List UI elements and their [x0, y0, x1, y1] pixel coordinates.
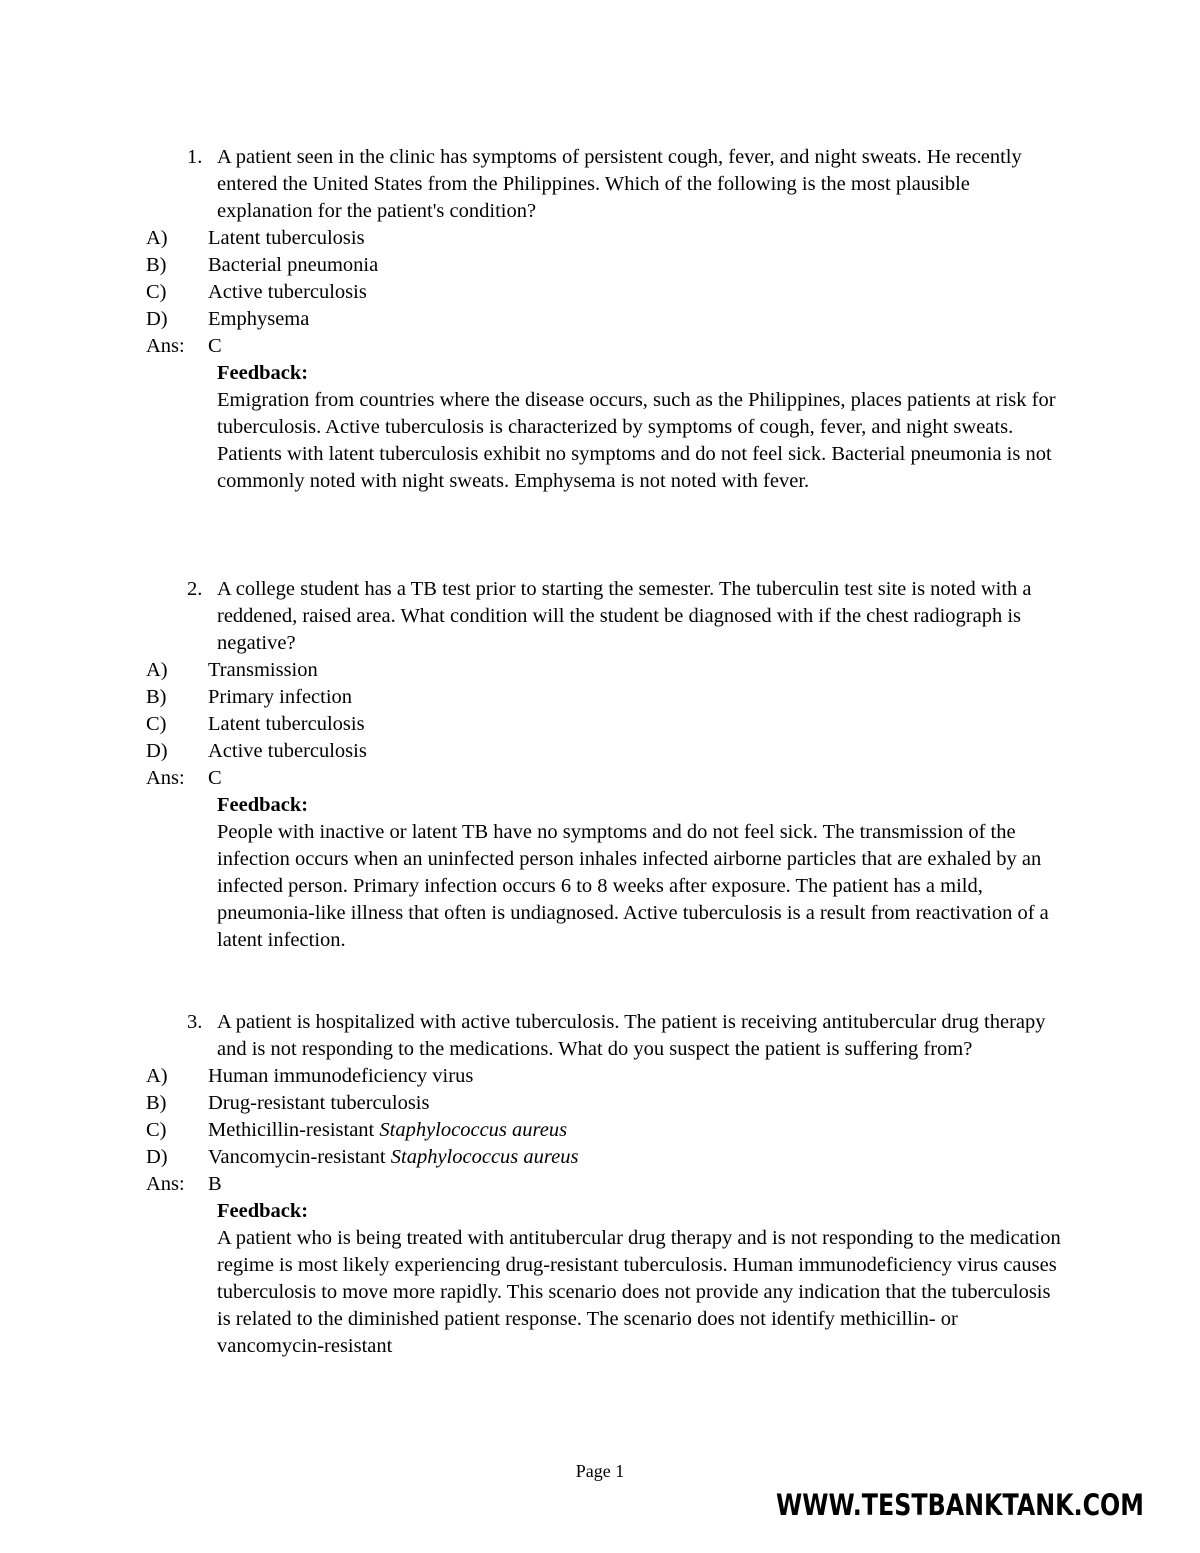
feedback-text: A patient who is being treated with antitubercular drug therapy and is not responding to the medication regime is most likely experiencing drug-resistant tuberculosis. Human immunodeficiency virus causes tuberculosis to move more rapidly. This scenario does not provide any indication that the tuberculosis is related to the diminished patient response. The scenario does not identify methicillin- or vancomycin-resistant [217, 1227, 1061, 1357]
choice-d [0, 306, 1200, 333]
question-stem [0, 576, 1057, 657]
choice-letter: D) [146, 308, 168, 330]
choice-text-plain: Vancomycin-resistant [208, 1146, 391, 1168]
choice-text: Active tuberculosis [208, 281, 367, 303]
choice-text: Transmission [208, 659, 318, 681]
choice-text: Latent tuberculosis [208, 713, 365, 735]
answer-value: C [208, 767, 222, 789]
choice-b [0, 1090, 1200, 1117]
choice-c [0, 1117, 1200, 1144]
choice-letter: A) [146, 1065, 168, 1087]
feedback-title: Feedback: [217, 362, 309, 384]
feedback-text: People with inactive or latent TB have no symptoms and do not feel sick. The transmission of the infection occurs when an uninfected person inhales infected airborne particles that are exhaled by an infected person. Primary infection occurs 6 to 8 weeks after exposure. The patient has a mild, pneumonia-like illness that often is undiagnosed. Active tuberculosis is a result from reactivation of a latent infection. [217, 821, 1049, 951]
answer-line [0, 333, 1200, 360]
feedback-block [0, 792, 1067, 954]
choice-b [0, 252, 1200, 279]
answer-line [0, 1171, 1200, 1198]
choice-letter: A) [146, 227, 168, 249]
feedback-title: Feedback: [217, 794, 309, 816]
choice-text [208, 1146, 578, 1168]
choice-letter: C) [146, 713, 167, 735]
choice-text: Emphysema [208, 308, 310, 330]
choice-b [0, 684, 1200, 711]
answer-label: Ans: [146, 767, 185, 789]
answer-label: Ans: [146, 335, 185, 357]
answer-label: Ans: [146, 1173, 185, 1195]
choice-c [0, 711, 1200, 738]
choice-letter: C) [146, 281, 167, 303]
choice-c [0, 279, 1200, 306]
choice-letter: B) [146, 254, 167, 276]
choice-letter: B) [146, 1092, 167, 1114]
choice-text-italic: Staphylococcus aureus [379, 1119, 568, 1141]
question-number: 3. [187, 1011, 203, 1033]
feedback-block [0, 1198, 1067, 1360]
question-2 [0, 576, 1200, 954]
question-stem [0, 144, 1057, 225]
choice-text-plain: Human immunodeficiency virus [208, 1065, 474, 1087]
choice-a [0, 657, 1200, 684]
choice-text-italic: Staphylococcus aureus [390, 1146, 579, 1168]
choice-letter: C) [146, 1119, 167, 1141]
question-stem [0, 1009, 1057, 1063]
choice-text: Active tuberculosis [208, 740, 367, 762]
choice-text: Latent tuberculosis [208, 227, 365, 249]
page-number: Page 1 [575, 1461, 625, 1481]
question-text: A patient is hospitalized with active tuberculosis. The patient is receiving antitubercular drug therapy and is not responding to the medications. What do you suspect the patient is suffering from? [217, 1011, 1046, 1060]
choice-text [208, 1119, 567, 1141]
choice-text [208, 1065, 473, 1087]
choice-a [0, 1063, 1200, 1090]
question-text: A patient seen in the clinic has symptoms of persistent cough, fever, and night sweats. He recently entered the United States from the Philippines. Which of the following is the most plausible explanation for the patient's condition? [217, 146, 1022, 222]
answer-value: B [208, 1173, 222, 1195]
choice-letter: B) [146, 686, 167, 708]
answer-line [0, 765, 1200, 792]
answer-value: C [208, 335, 222, 357]
choice-letter: D) [146, 740, 168, 762]
question-3 [0, 1009, 1200, 1360]
choice-text: Primary infection [208, 686, 353, 708]
choice-text: Bacterial pneumonia [208, 254, 379, 276]
choice-text-plain: Drug-resistant tuberculosis [208, 1092, 430, 1114]
watermark: WWW.TESTBANKTANK.COM [776, 1488, 1144, 1522]
choice-text [208, 1092, 429, 1114]
choice-text-plain: Methicillin-resistant [208, 1119, 380, 1141]
feedback-title: Feedback: [217, 1200, 309, 1222]
choice-letter: D) [146, 1146, 168, 1168]
question-number: 2. [187, 578, 203, 600]
feedback-text: Emigration from countries where the disease occurs, such as the Philippines, places patients at risk for tuberculosis. Active tuberculosis is characterized by symptoms of cough, fever, and night sweats. Patients with latent tuberculosis exhibit no symptoms and do not feel sick. Bacterial pneumonia is not commonly noted with night sweats. Emphysema is not noted with fever. [217, 389, 1056, 492]
question-text: A college student has a TB test prior to starting the semester. The tuberculin test site is noted with a reddened, raised area. What condition will the student be diagnosed with if the chest radiograph is negative? [217, 578, 1032, 654]
question-number: 1. [187, 146, 203, 168]
choice-a [0, 225, 1200, 252]
choice-d [0, 1144, 1200, 1171]
feedback-block [0, 360, 1067, 495]
choice-letter: A) [146, 659, 168, 681]
choice-d [0, 738, 1200, 765]
question-1 [0, 144, 1200, 495]
